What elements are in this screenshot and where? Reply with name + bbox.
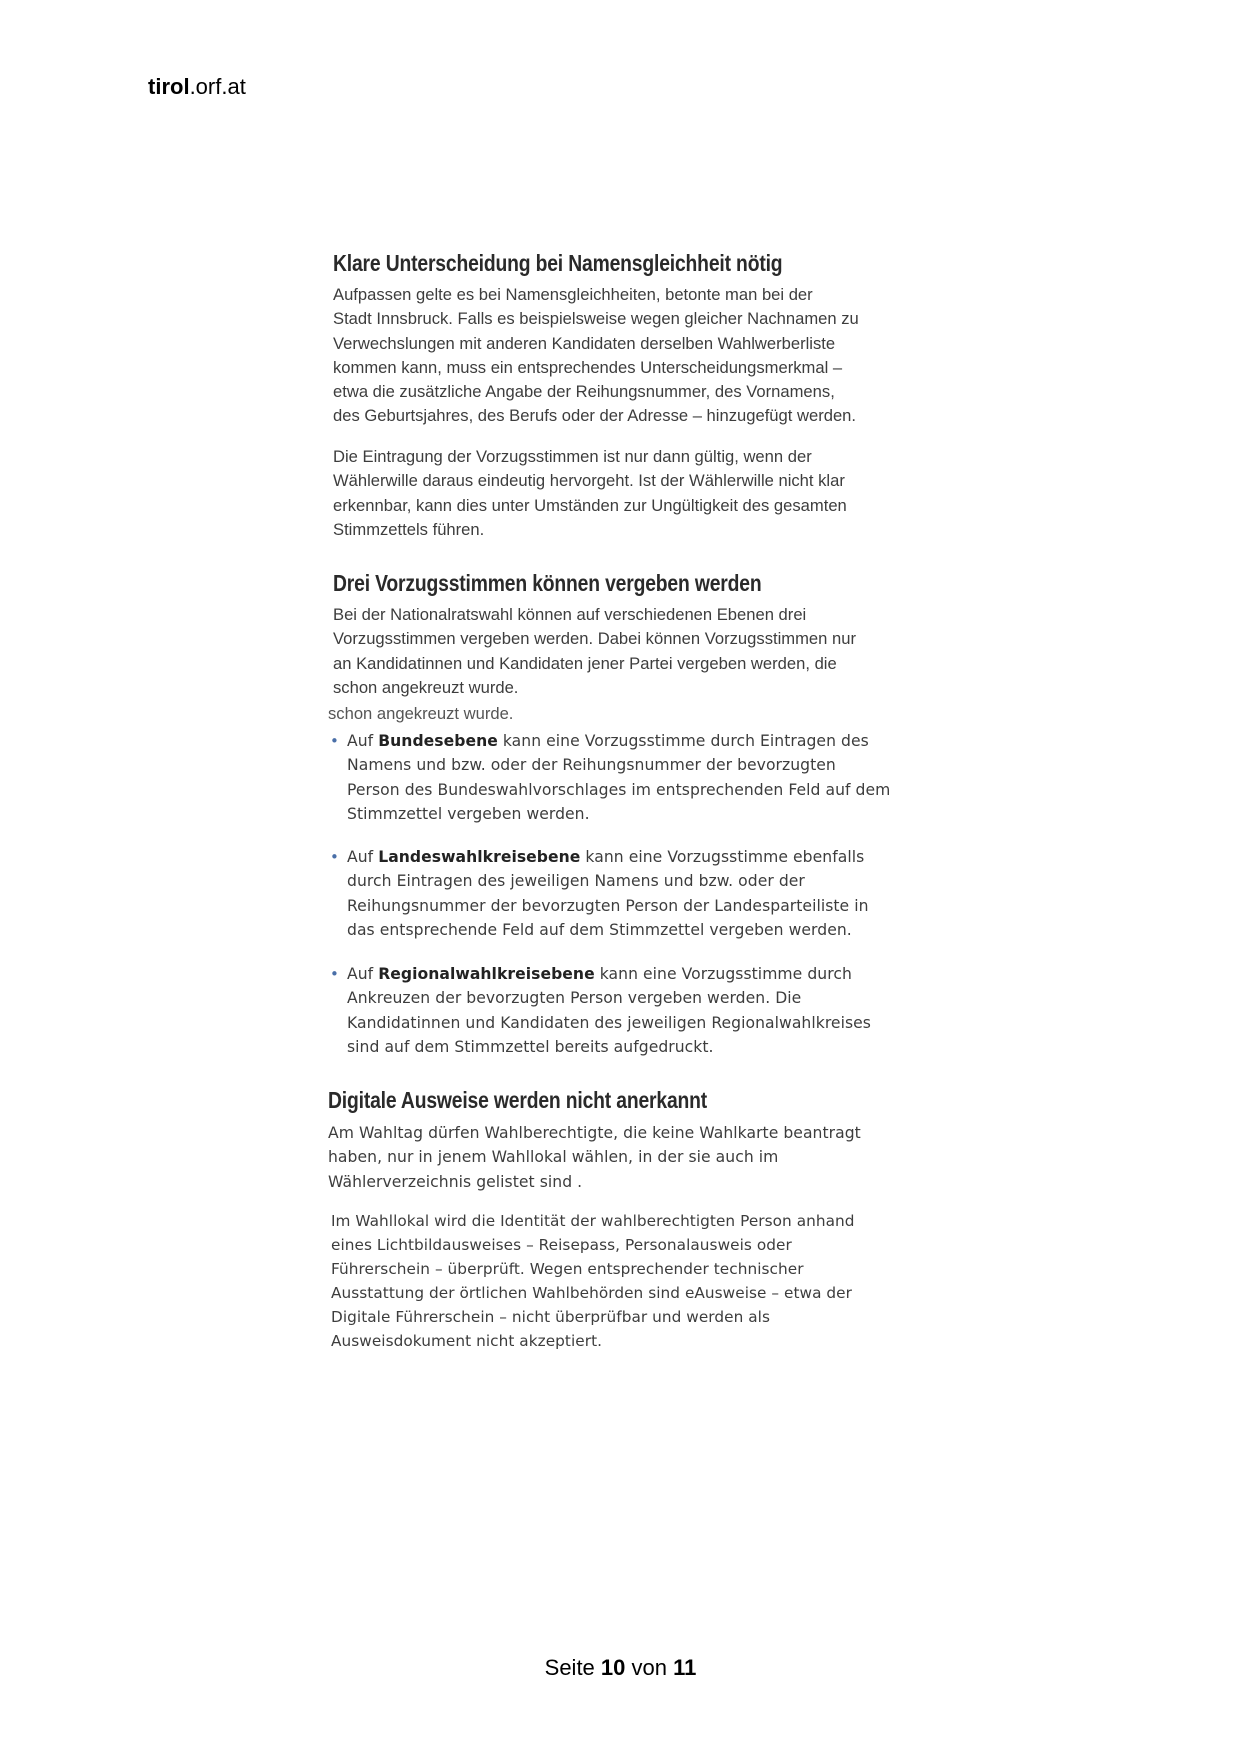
text: kann eine Vorzugsstimme durch Eintragen des [497,732,869,750]
text-line: Aufpassen gelte es bei Namensgleichheiten, betonte man bei der [333,285,813,304]
section-heading [328,1087,779,1114]
text-line: kommen kann, muss ein entsprechendes Unterscheidungsmerkmal – [333,357,843,377]
text-line: Ausstattung der örtlichen Wahlbehörden sind eAusweise – etwa der [331,1284,852,1303]
section-heading [333,570,843,597]
bold-term: Landeswahlkreisebene [378,848,581,866]
current-page: 10 [600,1655,626,1680]
heading-digitale-ausweise: Digitale Ausweise werden nicht anerkannt [328,1087,708,1113]
text-line: haben, nur in jenem Wahllokal wählen, in der sie auch im [328,1148,779,1167]
section-heading [333,250,868,277]
text-line [347,962,871,986]
text-line: schon angekreuzt wurde. [333,677,519,697]
text: Auf [347,732,379,750]
text-line: Wählerwille daraus eindeutig hervorgeht. Ist der Wählerwille nicht klar [333,471,845,491]
text-line: Digitale Führerschein – nicht überprüfbar und werden als [331,1308,770,1327]
bullet-item [330,962,871,1060]
text-line: Verwechslungen mit anderen Kandidaten derselben Wahlwerberliste [333,333,836,353]
text-line: eines Lichtbildausweises – Reisepass, Personalausweis oder [331,1236,792,1255]
paragraph [333,445,847,542]
text-line: Führerschein – überprüft. Wegen entsprechender technischer [331,1260,804,1279]
bold-term: Regionalwahlkreisebene [378,965,595,983]
text-line: das entsprechende Feld auf dem Stimmzettel vergeben werden. [347,921,852,940]
text-line: Stadt Innsbruck. Falls es beispielsweise wegen gleicher Nachnamen zu [333,309,859,329]
site-name [148,74,246,100]
total-pages: 11 [673,1655,697,1680]
text-line: Im Wahllokal wird die Identität der wahlberechtigten Person anhand [331,1212,855,1230]
text-line: etwa die zusätzliche Angabe der Reihungsnummer, des Vornamens, [333,382,835,402]
text-line: an Kandidatinnen und Kandidaten jener Partei vergeben werden, die [333,653,837,673]
bold-term: Bundesebene [378,732,498,750]
page-number [0,1655,1241,1681]
text-line: Reihungsnummer der bevorzugten Person der Landesparteiliste in [347,896,869,915]
text-line: Vorzugsstimmen vergeben werden. Dabei können Vorzugsstimmen nur [333,629,856,649]
bullet-item [330,845,869,943]
paragraph [333,283,859,429]
text: Auf [347,965,379,983]
paragraph [328,1121,861,1194]
text-line: Wählerverzeichnis gelistet sind . [328,1172,583,1191]
bullet-icon: • [330,732,339,750]
paragraph [333,603,856,700]
text-line: Namens und bzw. oder der Reihungsnummer der bevorzugten [347,756,836,775]
text-line: des Geburtsjahres, des Berufs oder der Adresse – hinzugefügt werden. [333,406,857,426]
text-line: durch Eintragen des jeweiligen Namens und bzw. oder der [347,872,805,891]
text-line: Am Wahltag dürfen Wahlberechtigte, die keine Wahlkarte beantragt [328,1124,861,1142]
text-line: Ankreuzen der bevorzugten Person vergeben werden. Die [347,989,802,1008]
site-name-bold: tirol [148,74,190,99]
text: kann eine Vorzugsstimme durch [594,965,852,983]
text-line: Kandidatinnen und Kandidaten des jeweiligen Regionalwahlkreises [347,1013,871,1032]
page-label: Seite [544,1655,601,1680]
heading-namensgleichheit: Klare Unterscheidung bei Namensgleichheit nötig [333,250,783,276]
text-line: Die Eintragung der Vorzugsstimmen ist nur dann gültig, wenn der [333,447,812,466]
bullet-icon: • [330,848,339,866]
heading-vorzugsstimmen: Drei Vorzugsstimmen können vergeben werden [333,570,762,596]
paragraph [331,1209,855,1354]
duplicated-text-artifact [328,704,513,724]
text-line: erkennbar, kann dies unter Umständen zur Ungültigkeit des gesamten [333,495,847,515]
text-line: Bei der Nationalratswahl können auf verschiedenen Ebenen drei [333,605,807,624]
bullet-icon: • [330,965,339,983]
text: Auf [347,848,379,866]
text-line: Stimmzettel vergeben werden. [347,805,590,824]
text-line: Ausweisdokument nicht akzeptiert. [331,1332,603,1351]
text-line [347,729,890,753]
duplicated-text-line: schon angekreuzt wurde. [328,704,514,723]
site-name-rest: .orf.at [189,74,246,99]
text-line [347,845,869,869]
page-of-label: von [625,1655,674,1680]
bullet-item [330,729,891,827]
text-line: Person des Bundeswahlvorschlages im entsprechenden Feld auf dem [347,780,891,799]
text-line: Stimmzettels führen. [333,519,485,539]
text: kann eine Vorzugsstimme ebenfalls [580,848,865,866]
text-line: sind auf dem Stimmzettel bereits aufgedruckt. [347,1038,714,1057]
